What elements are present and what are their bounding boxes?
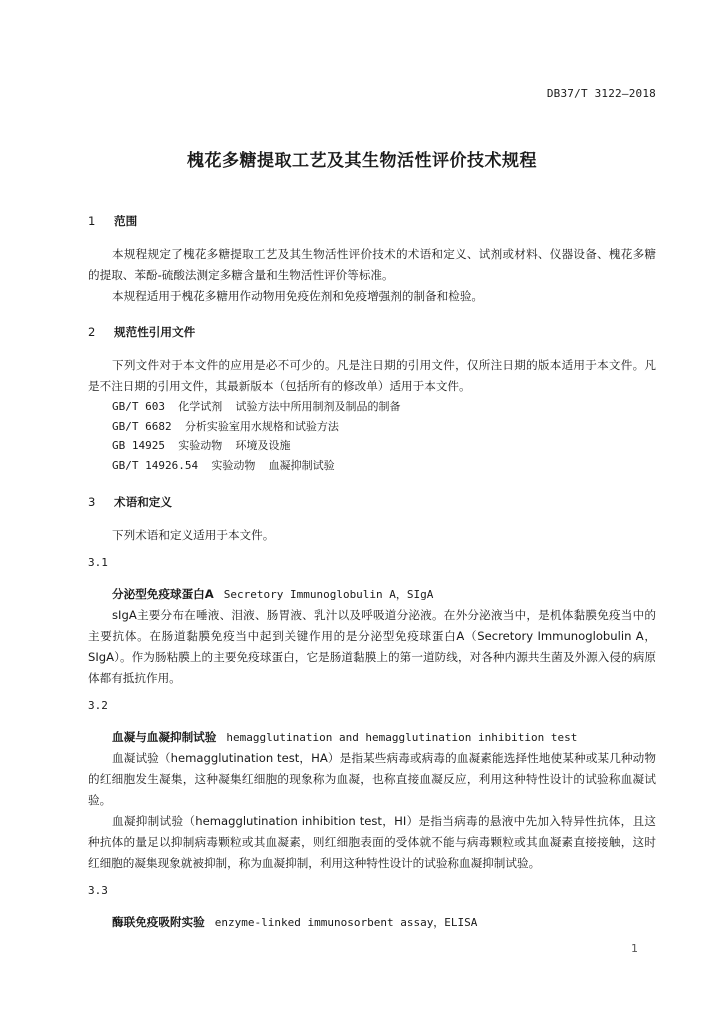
term-number: 3.1 — [88, 556, 108, 569]
paragraph: 下列术语和定义适用于本文件。 — [112, 528, 275, 542]
page-number: 1 — [631, 942, 638, 955]
paragraph: 本规程适用于槐花多糖用作动物用免疫佐剂和免疫增强剂的制备和检验。 — [112, 289, 484, 303]
section-heading: 2 规范性引用文件 — [88, 325, 196, 339]
section-heading: 1 范围 — [88, 214, 138, 228]
term-number: 3.3 — [88, 884, 108, 897]
term-number: 3.2 — [88, 699, 108, 712]
term-definition: sIgA主要分布在唾液、泪液、肠胃液、乳汁以及呼吸道分泌液。在外分泌液当中，是机体黏膜免疫当中的主要抗体。在肠道黏膜免疫当中起到关键作用的是分泌型免疫球蛋白A（Secretory Immunoglobulin A，SIgA）。作为肠粘膜上的主要免疫球蛋白，它是肠道黏膜上的第一道防线，对各种内源共生菌及外源入侵的病原体都有抵抗作用。 — [88, 608, 656, 685]
reference-item: GB/T 603 化学试剂 试验方法中所用制剂及制品的制备 — [112, 400, 401, 413]
paragraph: 本规程规定了槐花多糖提取工艺及其生物活性评价技术的术语和定义、试剂或材料、仪器设备、槐花多糖的提取、苯酚-硫酸法测定多糖含量和生物活性评价等标准。 — [88, 247, 656, 282]
document-body — [88, 212, 656, 933]
reference-item: GB/T 6682 分析实验室用水规格和试验方法 — [112, 419, 339, 433]
term-heading: 分泌型免疫球蛋白A Secretory Immunoglobulin A，SIgA — [112, 587, 434, 601]
standard-code: DB37/T 3122—2018 — [546, 87, 656, 100]
term-definition: 血凝试验（hemagglutination test，HA）是指某些病毒或病毒的血凝素能选择性地使某种或某几种动物的红细胞发生凝集，这种凝集红细胞的现象称为血凝，也称直接血凝反应，利用这种特性设计的试验称血凝试验。 — [88, 751, 656, 807]
paragraph: 下列文件对于本文件的应用是必不可少的。凡是注日期的引用文件，仅所注日期的版本适用于本文件。凡是不注日期的引用文件，其最新版本（包括所有的修改单）适用于本文件。 — [88, 358, 656, 393]
document-title: 槐花多糖提取工艺及其生物活性评价技术规程 — [187, 151, 537, 171]
section-heading: 3 术语和定义 — [88, 495, 172, 509]
term-heading: 血凝与血凝抑制试验 hemagglutination and hemagglutination inhibition test — [112, 730, 578, 744]
reference-item: GB 14925 实验动物 环境及设施 — [112, 439, 291, 452]
term-definition: 血凝抑制试验（hemagglutination inhibition test，HI）是指当病毒的悬液中先加入特异性抗体，且这种抗体的量足以抑制病毒颗粒或其血凝素，则红细胞表面的受体就不能与病毒颗粒或其血凝素直接接触，这时红细胞的凝集现象就被抑制，称为血凝抑制，利用这种特性设计的试验称血凝抑制试验。 — [88, 814, 656, 870]
reference-item: GB/T 14926.54 实验动物 血凝抑制试验 — [112, 458, 335, 472]
term-heading: 酶联免疫吸附实验 enzyme-linked immunosorbent assay，ELISA — [112, 915, 478, 929]
